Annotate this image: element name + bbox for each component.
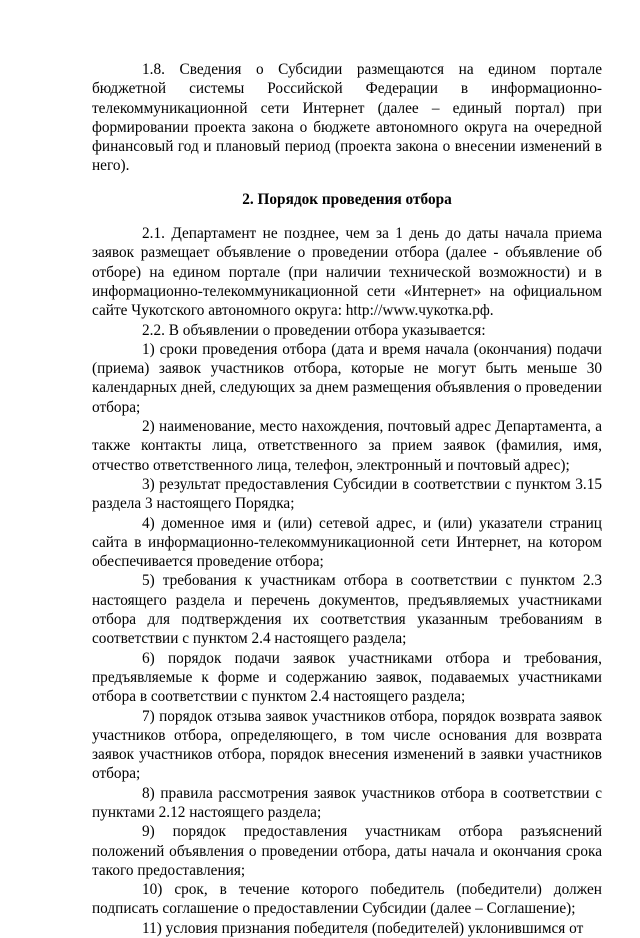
list-item-3: 3) результат предоставления Субсидии в соответствии с пунктом 3.15 раздела 3 настоящего Порядка; (92, 475, 602, 513)
document-body (92, 60, 602, 938)
list-item-11: 11) условия признания победителя (победителей) уклонившимся от (142, 919, 584, 937)
list-item-10: 10) срок, в течение которого победитель (победители) должен подписать соглашение о предоставлении Субсидии (далее – Соглашение); (92, 881, 602, 918)
list-item-9: 9) порядок предоставления участникам отбора разъяснений положений объявления о проведении отбора, даты начала и окончания срока такого предоставления; (92, 823, 602, 879)
list-item-1: 1) сроки проведения отбора (дата и время начала (окончания) подачи (приема) заявок участников отбора, которые не могут быть меньше 30 календарных дней, следующих за днем размещения объявления о проведении отбора; (92, 340, 602, 416)
list-item-7: 7) порядок отзыва заявок участников отбора, порядок возврата заявок участников отбора, определяющего, в том числе основания для возврата заявок участников отбора, порядок внесения изменений в заявки участников отбора; (92, 707, 602, 783)
list-item-8: 8) правила рассмотрения заявок участников отбора в соответствии с пунктами 2.12 настоящего раздела; (92, 784, 602, 821)
list-item-2: 2) наименование, место нахождения, почтовый адрес Департамента, а также контакты лица, ответственного за прием заявок (фамилия, имя, отчество ответственного лица, телефон, электронный и почтовый адрес); (92, 418, 602, 474)
list-item-5: 5) требования к участникам отбора в соответствии с пунктом 2.3 настоящего раздела и перечень документов, предъявляемых участниками отбора для подтверждения их соответствия указанным требованиям в соответствии с пунктом 2.4 настоящего раздела; (92, 572, 602, 648)
paragraph-2-2: 2.2. В объявлении о проведении отбора указывается: (142, 321, 486, 339)
list-item-4: 4) доменное имя и (или) сетевой адрес, и (или) указатели страниц сайта в информационно-телекоммуникационной сети Интернет, на котором обеспечивается проведение отбора; (92, 514, 602, 571)
paragraph-2-1: 2.1. Департамент не позднее, чем за 1 день до даты начала приема заявок размещает объявление о проведении отбора (далее - объявление об отборе) на едином портале (при наличии технической возможности) и в информационно-телекоммуникационной сети «Интернет» на официальном сайте Чукотского автономного округа: http://www.чукотка.рф. (92, 225, 602, 320)
section-heading: 2. Порядок проведения отбора (242, 190, 452, 208)
list-item-6: 6) порядок подачи заявок участниками отбора и требования, предъявляемые к форме и содержанию заявок, подаваемых участниками отбора в соответствии с пунктом 2.4 настоящего раздела; (92, 649, 602, 706)
paragraph-1-8: 1.8. Сведения о Субсидии размещаются на едином портале бюджетной системы Российской Федерации в информационно-телекоммуникационной сети Интернет (далее – единый портал) при формировании проекта закона о бюджете автономного округа на очередной финансовый год и плановый период (проекта закона о внесении изменений в него). (92, 61, 602, 175)
